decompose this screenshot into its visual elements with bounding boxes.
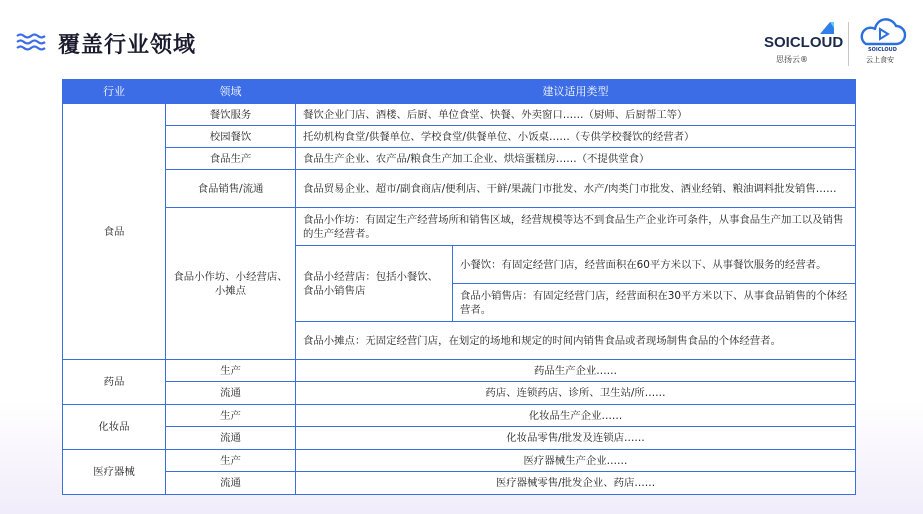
domain-cell: 餐饮服务	[166, 104, 296, 126]
industry-drugs: 药品	[63, 360, 166, 405]
industry-table	[62, 79, 856, 495]
header-type: 建议适用类型	[296, 80, 856, 104]
stall-cell: 食品小摊点：无固定经营门店，在划定的场地和规定的时间内销售食品或者现场制售食品的个体经营者。	[296, 322, 856, 360]
cloud-icon	[856, 18, 912, 48]
type-cell: 化妆品生产企业……	[296, 405, 856, 427]
domain-cell: 食品销售/流通	[166, 170, 296, 208]
industry-cosmetics: 化妆品	[63, 405, 166, 450]
type-cell: 食品生产企业、农产品/粮食生产加工企业、烘焙蛋糕房……（不提供堂食）	[296, 148, 856, 170]
small-store-cell: 食品小经营店：包括小餐饮、食品小销售店	[296, 246, 453, 322]
table-row	[63, 126, 856, 148]
waves-icon	[16, 33, 48, 51]
type-cell: 托幼机构食堂/供餐单位、学校食堂/供餐单位、小饭桌……（专供学校餐饮的经营者）	[296, 126, 856, 148]
table-row	[63, 170, 856, 208]
domain-cell: 流通	[166, 427, 296, 450]
type-cell: 医疗器械生产企业……	[296, 450, 856, 472]
type-cell: 药品生产企业……	[296, 360, 856, 382]
table-row	[63, 208, 856, 246]
workshop-cell: 食品小作坊：有固定生产经营场所和销售区域，经营规模等达不到食品生产企业许可条件，从事食品生产加工以及销售的生产经营者。	[296, 208, 856, 246]
type-cell: 药店、连锁药店、诊所、卫生站/所……	[296, 382, 856, 405]
logo-divider	[848, 22, 849, 66]
industry-medical-devices: 医疗器械	[63, 450, 166, 495]
header-industry: 行业	[63, 80, 166, 104]
type-cell: 餐饮企业门店、酒楼、后厨、单位食堂、快餐、外卖窗口……（厨师、后厨帮工等）	[296, 104, 856, 126]
domain-cell: 生产	[166, 405, 296, 427]
cloud-logo	[856, 18, 912, 68]
domain-cell: 食品生产	[166, 148, 296, 170]
table-row	[63, 360, 856, 382]
cloud-sub: 云上食安	[866, 56, 894, 64]
table-row	[63, 450, 856, 472]
table-row	[63, 104, 856, 126]
small-sales-cell: 食品小销售店：有固定经营门店，经营面积在30平方米以下、从事食品销售的个体经营者。	[453, 284, 856, 322]
type-cell: 化妆品零售/批发及连锁店……	[296, 427, 856, 450]
table-row	[63, 427, 856, 450]
table-row	[63, 382, 856, 405]
domain-cell: 生产	[166, 360, 296, 382]
soicloud-logo	[762, 20, 844, 68]
domain-cell: 校园餐饮	[166, 126, 296, 148]
type-cell: 食品贸易企业、超市/副食商店/便利店、干鲜/果蔬门市批发、水产/肉类门市批发、酒业经销、粮油调料批发销售……	[296, 170, 856, 208]
domain-cell: 生产	[166, 450, 296, 472]
domain-cell-small: 食品小作坊、小经营店、小摊点	[166, 208, 296, 360]
type-cell: 医疗器械零售/批发企业、药店……	[296, 472, 856, 495]
brand-name: SOICLOUD	[764, 34, 844, 51]
table-row	[63, 472, 856, 495]
domain-cell: 流通	[166, 472, 296, 495]
domain-cell: 流通	[166, 382, 296, 405]
small-catering-cell: 小餐饮：有固定经营门店，经营面积在60平方米以下、从事餐饮服务的经营者。	[453, 246, 856, 284]
cloud-brand: SOICLOUD	[868, 47, 897, 53]
header-domain: 领域	[166, 80, 296, 104]
page-header	[0, 0, 923, 72]
table-row	[63, 405, 856, 427]
table-row	[63, 148, 856, 170]
industry-food: 食品	[63, 104, 166, 360]
page-title: 覆盖行业领域	[58, 33, 197, 58]
brand-sub: 思扬云®	[776, 55, 808, 64]
